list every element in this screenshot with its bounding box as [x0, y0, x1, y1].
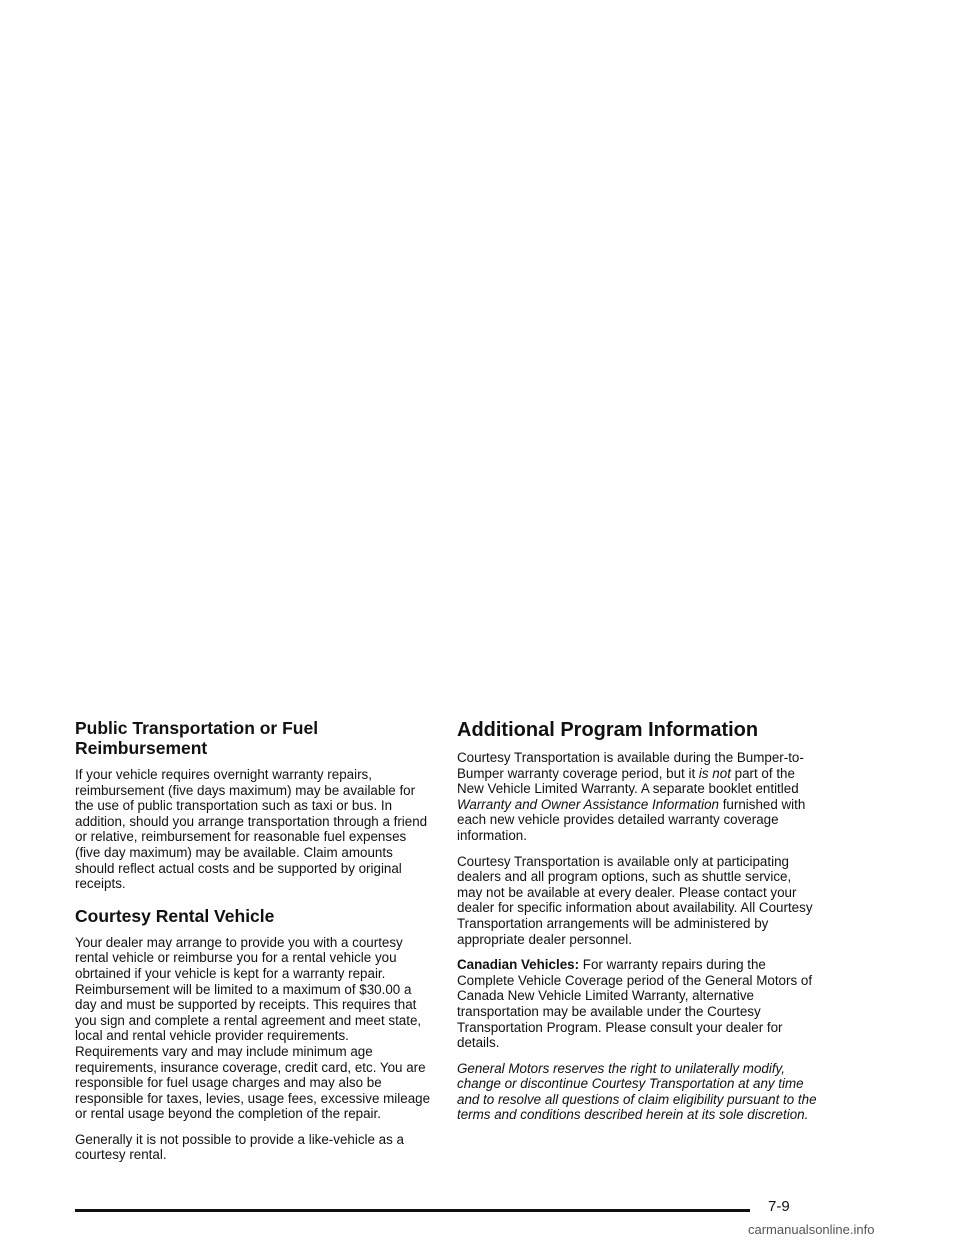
footer-rule	[75, 1209, 750, 1212]
canadian-label: Canadian Vehicles:	[457, 957, 580, 973]
heading-additional-program: Additional Program Information	[457, 719, 759, 741]
text-segment: Courtesy Transportation is available during the Bumper-to-Bumper warranty coverage period, but it	[457, 750, 804, 781]
paragraph-participating-dealers: Courtesy Transportation is available only at participating dealers and all program options, such as shuttle service, may not be available at every dealer. Please contact your dealer for specific information about availability. All Courtesy Transportation arrangements will be administered by appropriate dealer personnel.	[457, 853, 813, 947]
paragraph-gm-disclaimer: General Motors reserves the right to unilaterally modify, change or discontinue Courtesy Transportation at any time and to resolve all questions of claim eligibility pursuant to the terms and conditions described herein at its sole discretion.	[457, 1060, 817, 1123]
paragraph-courtesy-rental: Your dealer may arrange to provide you with a courtesy rental vehicle or reimburse you for a rental vehicle you obrtained if your vehicle is kept for a warranty repair. Reimbursement will be limited to a maximum of $30.00 a day and must be supported by receipts. This requires that you sign and complete a rental agreement and meet state, local and rental vehicle provider requirements. Requirements vary and may include minimum age requirements, insurance coverage, credit card, etc. You are responsible for fuel usage charges and may also be responsible for taxes, levies, usage fees, excessive mileage or rental usage beyond the completion of the repair.	[75, 934, 431, 1122]
paragraph-availability	[457, 750, 817, 844]
paragraph-public-transportation: If your vehicle requires overnight warranty repairs, reimbursement (five days maximum) may be available for the use of public transportation such as taxi or bus. In addition, should you arrange transportation through a friend or relative, reimbursement for reasonable fuel expenses (five day maximum) may be available. Claim amounts should reflect actual costs and be supported by original receipts.	[75, 767, 428, 892]
heading-courtesy-rental: Courtesy Rental Vehicle	[75, 905, 275, 926]
heading-public-transportation: Public Transportation or Fuel Reimbursement	[75, 718, 319, 758]
text-segment: For warranty repairs during the Complete Vehicle Coverage period of the General Motors of Canada New Vehicle Limited Warranty, alternative transportation may be available under the Courtesy Transportation Program. Please consult your dealer for details.	[457, 957, 813, 1051]
text-segment: part of the New Vehicle Limited Warranty. A separate booklet entitled	[457, 765, 799, 797]
booklet-title: Warranty and Owner Assistance Information	[457, 796, 719, 812]
text-emphasis: is not	[698, 765, 731, 781]
left-column	[75, 718, 435, 1173]
page-number: 7-9	[768, 1198, 790, 1215]
right-column	[457, 718, 817, 1133]
paragraph-canadian-vehicles	[457, 957, 817, 1051]
text-segment: furnished with each new vehicle provides detailed warranty coverage information.	[457, 796, 806, 843]
watermark: carmanualsonline.info	[748, 1222, 875, 1237]
paragraph-like-vehicle: Generally it is not possible to provide a like-vehicle as a courtesy rental.	[75, 1131, 404, 1163]
